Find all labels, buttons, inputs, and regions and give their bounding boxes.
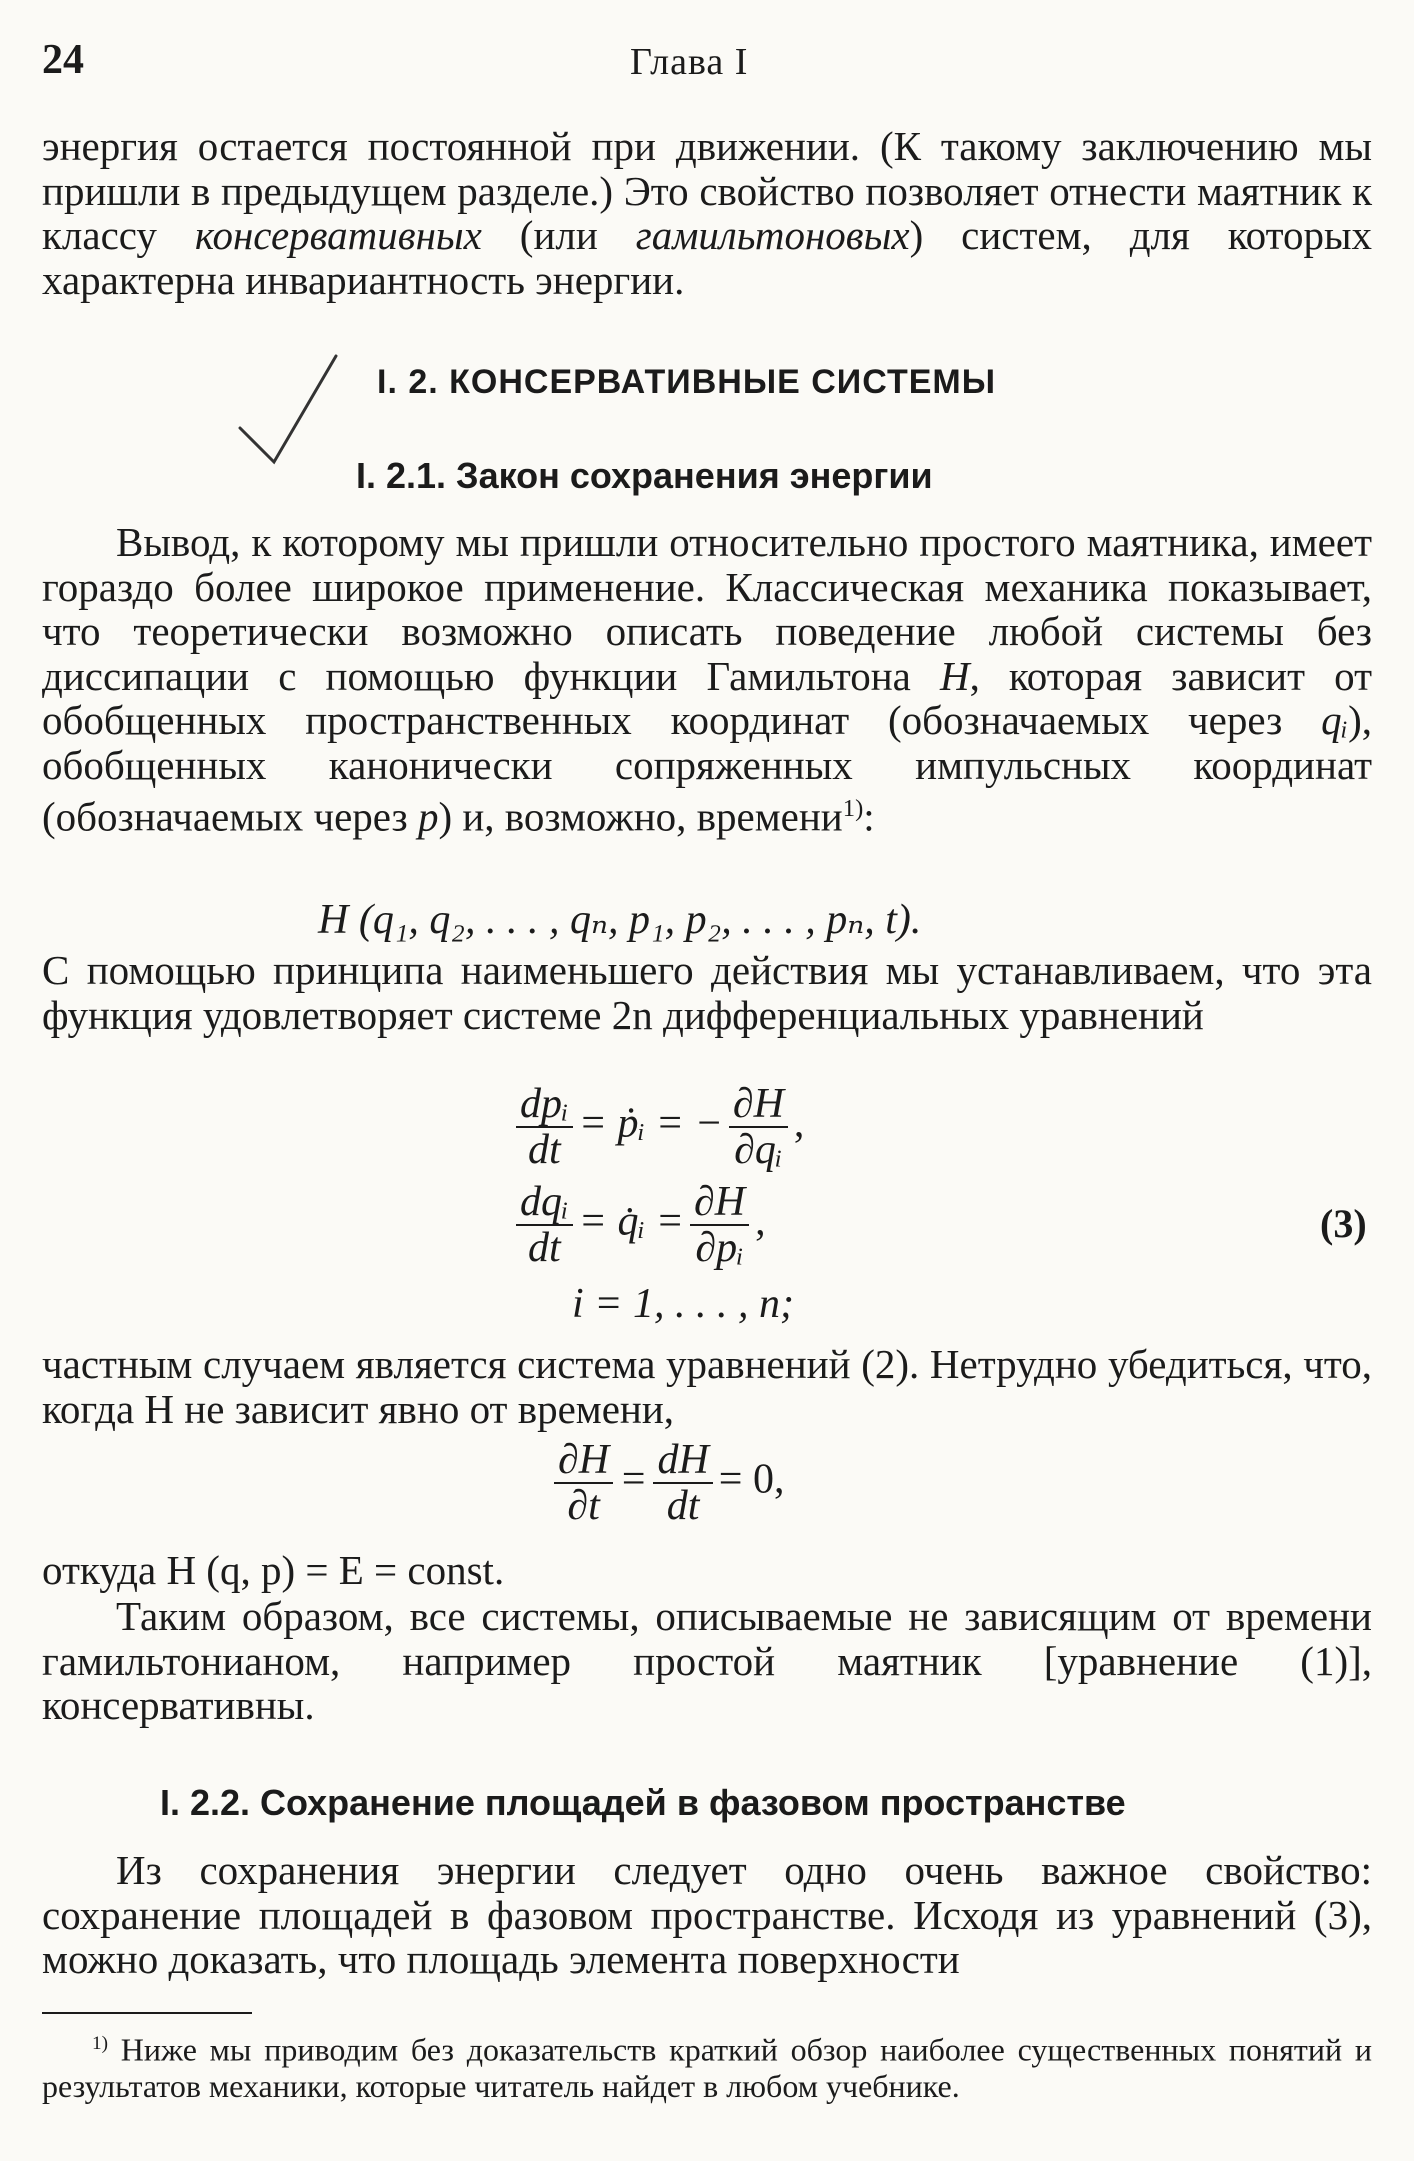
intro-paragraph: энергия остается постоянной при движении. (К такому заключению мы пришли в предыдущем разделе.) Это свойство позволяет отнести маятник к классу консервативных (или гамильтоновых) систем, для которых характерна инвариантность энергии. — [42, 123, 1372, 303]
paragraph-conservative: Таким образом, все системы, описываемые не зависящим от времени гамильтонианом, например простой маятник [уравнение (1)], консервативны. — [42, 1593, 1372, 1728]
index-range: i = 1, . . . , n; — [572, 1281, 794, 1327]
equation-time-independence: $\frac{\partial H}{\partial t}$ = $\frac{dH}{dt}$ = 0, — [548, 1438, 784, 1528]
paragraph-phase-space: Из сохранения энергии следует одно очень важное свойство: сохранение площадей в фазовом пространстве. Исходя из уравнений (3), можно доказать, что площадь элемента поверхности — [42, 1847, 1372, 1982]
equation-dp-dt: $\frac{\text{dpᵢ}}{dt}$ = ṗᵢ = − $\frac{\partial H}{\text{∂qᵢ}}$ , — [510, 1082, 804, 1172]
section-heading: I. 2. КОНСЕРВАТИВНЫЕ СИСТЕМЫ — [377, 363, 996, 401]
paragraph-energy-const: откуда H (q, p) = E = const. — [42, 1547, 505, 1593]
paragraph-hamiltonian: Вывод, к которому мы пришли относительно простого маятника, имеет гораздо более широкое применение. Классическая механика показывает, что теоретически возможно описать поведение любой системы без диссипации с помощью функции Гамильтона H, которая зависит от обобщенных пространственных координат (обозначаемых через qᵢ), обобщенных канонически сопряженных импульсных координат (обозначаемых через p) и, возможно, времени$^{1)}$: — [42, 519, 1372, 840]
running-head: Глава I — [630, 41, 749, 83]
footnote: $^{1)}$ Ниже мы приводим без доказательств краткий обзор наиболее существенных понятий и результатов механики, которые читатель найдет в любом учебнике. — [42, 2031, 1372, 2104]
footnote-divider — [42, 2012, 252, 2014]
paragraph-least-action: С помощью принципа наименьшего действия мы устанавливаем, что эта функция удовлетворяет системе 2n дифференциальных уравнений — [42, 947, 1372, 1038]
fraction-dH-dp: $\frac{\partial H}{\text{∂pᵢ}}$ — [690, 1180, 749, 1270]
footnote-reference: 1) — [842, 795, 864, 822]
paragraph-special-case: частным случаем является система уравнений (2). Нетрудно убедиться, что, когда H не зависит явно от времени, — [42, 1341, 1372, 1432]
equation-number: (3) — [1320, 1201, 1367, 1246]
fraction-dH-dq: $\frac{\partial H}{\text{∂qᵢ}}$ — [729, 1082, 788, 1172]
handwritten-check-mark — [236, 350, 346, 470]
page-number: 24 — [42, 37, 84, 83]
equation-dq-dt: $\frac{\text{dqᵢ}}{dt}$ = q̇ᵢ = $\frac{\partial H}{\text{∂pᵢ}}$ , — [510, 1180, 766, 1270]
fraction-dq-dt: $\frac{\text{dqᵢ}}{dt}$ — [516, 1180, 573, 1270]
formula-hamiltonian: H (q₁, q₂, . . . , qₙ, p₁, p₂, . . . , pₙ, t). — [318, 897, 922, 943]
fraction-dp-dt: $\frac{\text{dpᵢ}}{dt}$ — [516, 1082, 573, 1172]
fraction-partial-H-t: $\frac{\partial H}{\partial t}$ — [554, 1438, 613, 1528]
subsection-heading-energy: I. 2.1. Закон сохранения энергии — [356, 455, 933, 496]
subsection-heading-phase-space: I. 2.2. Сохранение площадей в фазовом пространстве — [160, 1782, 1126, 1823]
fraction-dH-dt: $\frac{dH}{dt}$ — [653, 1438, 712, 1528]
